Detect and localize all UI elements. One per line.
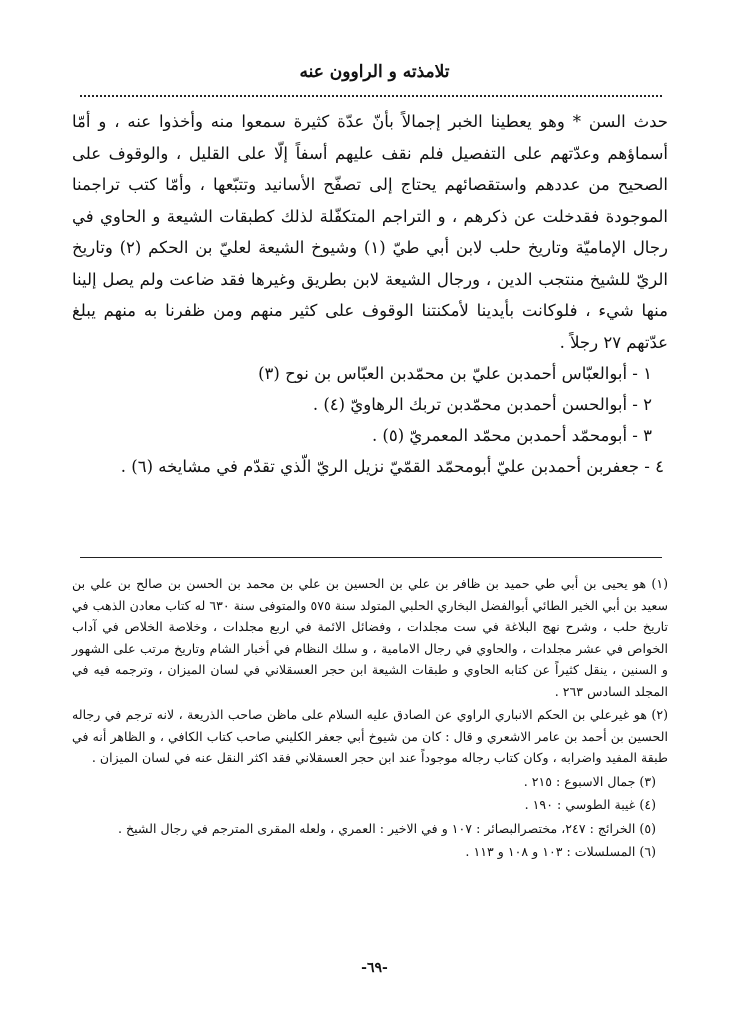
footnote: (١) هو يحيى بن أبي طي حميد بن ظافر بن علي بن الحسين بن علي بن محمد بن الحسن بن صالح بن علي بن سعيد بن أبي الخير الطائي أبوالفضل البخاري الحلبي المتولد سنة ٥٧٥ والمتوفى سنة ٦٣٠ له كتاب معادن الذهب في تاريخ حلب ، وشرح نهج البلاغة في ست مجلدات ، وفضائل الائمة في اربع مجلدات ، وخلاصة الخلاص في آداب الخواص في عشر مجلدات ، والحاوي في رجال الامامية ، و سلك النظام في أخبار الشام وتاريخ مرتب على الشهور و السنين ، ينقل كثيراً عن كتابه الحاوي و طبقات الشيعة ابن حجر العسقلاني في لسان الميزان ، وترجمه فيه في المجلد السادس ٢٦٣ . xyxy=(72,576,668,699)
page-header-title: تلامذته و الراوون عنه xyxy=(299,62,450,82)
footnote-divider xyxy=(80,557,662,558)
header-divider xyxy=(80,95,662,97)
list-item: ٢ - أبوالحسن أحمدبن محمّدبن تربك الرهاويّ (٤) . xyxy=(312,395,652,414)
footnote: (٤) غيبة الطوسي : ١٩٠ . xyxy=(524,797,656,812)
footnote: (٢) هو غيرعلي بن الحكم الانباري الراوي عن الصادق عليه السلام على ماظن صاحب الذريعة ، لانه ترجم في رجاله الحسين بن أحمد بن عامر الاشعري و قال : كان من شيوخ أبي جعفر الكليني صاحب كتاب الكافي ، و الظاهر أنه في طبقة المفيد واضرابه ، وكان كتاب رجاله موجوداً عند ابن حجر العسقلاني فقد اكثر النقل عنه في لسان الميزان . xyxy=(72,707,668,765)
students-list xyxy=(72,358,668,482)
main-text xyxy=(72,106,668,482)
body-paragraph: حدث السن * وهو يعطينا الخبر إجمالاً بأنّ عدّة كثيرة سمعوا منه وأخذوا عنه ، و أمّا أسماؤهم وعدّتهم على التفصيل فلم نقف عليهم أسفاً إلّا على القليل ، والوقوف على الصحيح من عددهم واستقصائهم يحتاج إلى تصفّح الأسانيد وتتبّعها ، وأمّا كتب تراجمنا الموجودة فقدخلت عن ذكرهم ، و التراجم المتكفّلة لذلك كطبقات الشيعة و الحاوي في رجال الإماميّة وتاريخ حلب لابن أبي طيّ (١) وشيوخ الشيعة لعليّ بن الحكم (٢) وتاريخ الريّ للشيخ منتجب الدين ، ورجال الشيعة لابن بطريق وغيرها فقد ضاعت ولم يصل إلينا منها شيء ، فلوكانت بأيدينا لأمكنتنا الوقوف على كثير منهم ومن ظفرنا به منهم يبلغ عدّتهم ٢٧ رجلاً . xyxy=(72,112,668,352)
footnotes xyxy=(72,573,668,865)
footnote: (٥) الخرائج : ٢٤٧، مختصرالبصائر : ١٠٧ و في الاخير : العمري ، ولعله المقرى المترجم في رجال الشيخ . xyxy=(118,820,656,836)
list-item: ١ - أبوالعبّاس أحمدبن عليّ بن محمّدبن العبّاس بن نوح (٣) xyxy=(258,364,652,383)
list-item: ٤ - جعفربن أحمدبن عليّ أبومحمّد القمّيّ نزيل الريّ الّذي تقدّم في مشايخه (٦) . xyxy=(120,457,664,476)
footnote: (٣) جمال الاسبوع : ٢١٥ . xyxy=(523,773,656,789)
list-item: ٣ - أبومحمّد أحمدبن محمّد المعمريّ (٥) . xyxy=(371,426,652,445)
page-number: -٦٩- xyxy=(361,960,388,976)
footnote: (٦) المسلسلات : ١٠٣ و ١٠٨ و ١١٣ . xyxy=(465,844,656,859)
